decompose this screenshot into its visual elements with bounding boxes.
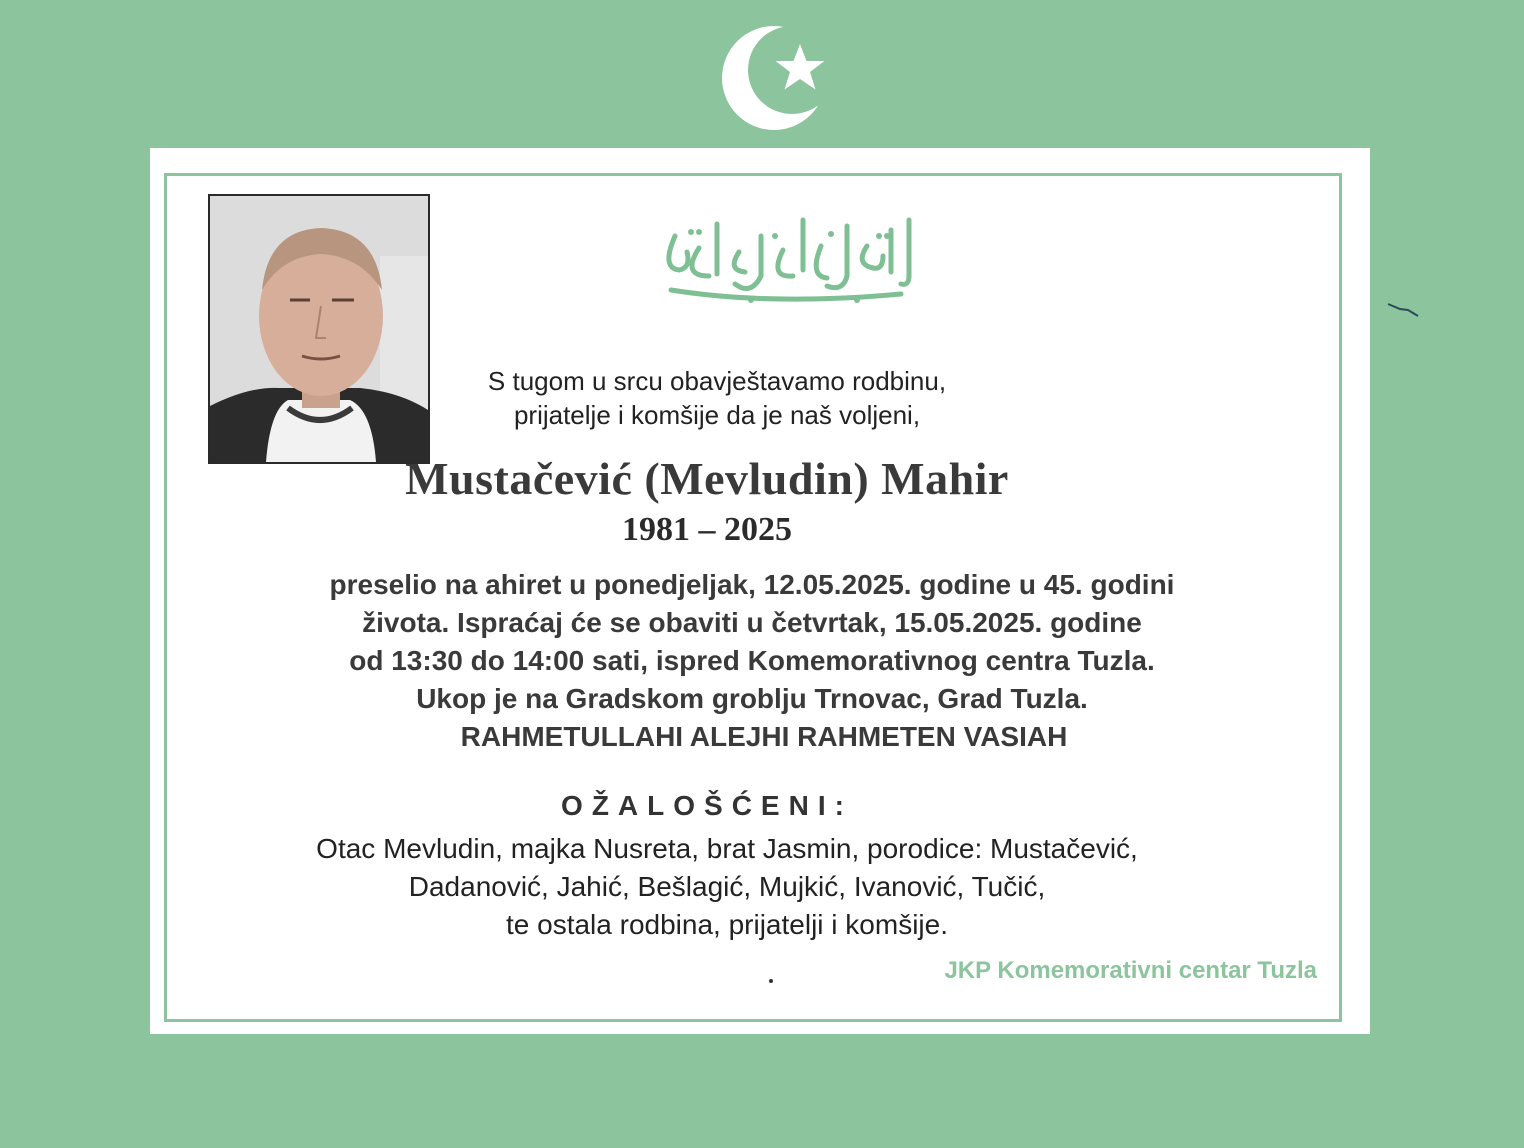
- life-years: 1981 – 2025: [622, 511, 792, 548]
- mourners-list: [227, 830, 1227, 944]
- notice-card: [164, 173, 1342, 1022]
- intro-text: [467, 364, 967, 432]
- intro-line-2: prijatelje i komšije da je naš voljeni,: [513, 400, 921, 430]
- mourners-line-1: Otac Mevludin, majka Nusreta, brat Jasmin, porodice: Mustačević,: [316, 833, 1138, 864]
- mourners-line-3: te ostala rodbina, prijatelji i komšije.: [506, 909, 948, 940]
- signature: JKP Komemorativni centar Tuzla: [944, 957, 1317, 984]
- ink-mark: [1386, 300, 1420, 318]
- details-line-3: od 13:30 do 14:00 sati, ispred Komemorativnog centra Tuzla.: [349, 645, 1155, 676]
- crescent-and-star-icon: [722, 22, 840, 134]
- arabic-calligraphy: [651, 206, 921, 316]
- deceased-name: Mustačević (Mevludin) Mahir: [405, 453, 1009, 504]
- notice-frame: [150, 148, 1370, 1034]
- intro-line-1: S tugom u srcu obavještavamo rodbinu,: [487, 366, 947, 396]
- portrait-photo: [208, 194, 430, 464]
- details-line-1: preselio na ahiret u ponedjeljak, 12.05.2025. godine u 45. godini: [329, 569, 1175, 600]
- prayer-line: RAHMETULLAHI ALEJHI RAHMETEN VASIAH: [460, 721, 1068, 752]
- mourners-line-2: Dadanović, Jahić, Bešlagić, Mujkić, Ivanović, Tučić,: [408, 871, 1046, 902]
- funeral-details: [207, 566, 1297, 756]
- details-line-4: Ukop je na Gradskom groblju Trnovac, Grad Tuzla.: [416, 683, 1088, 714]
- ink-dot: [769, 979, 773, 983]
- details-line-2: života. Ispraćaj će se obaviti u četvrtak, 15.05.2025. godine: [362, 607, 1142, 638]
- mourners-heading: OŽALOŠĆENI:: [561, 790, 853, 821]
